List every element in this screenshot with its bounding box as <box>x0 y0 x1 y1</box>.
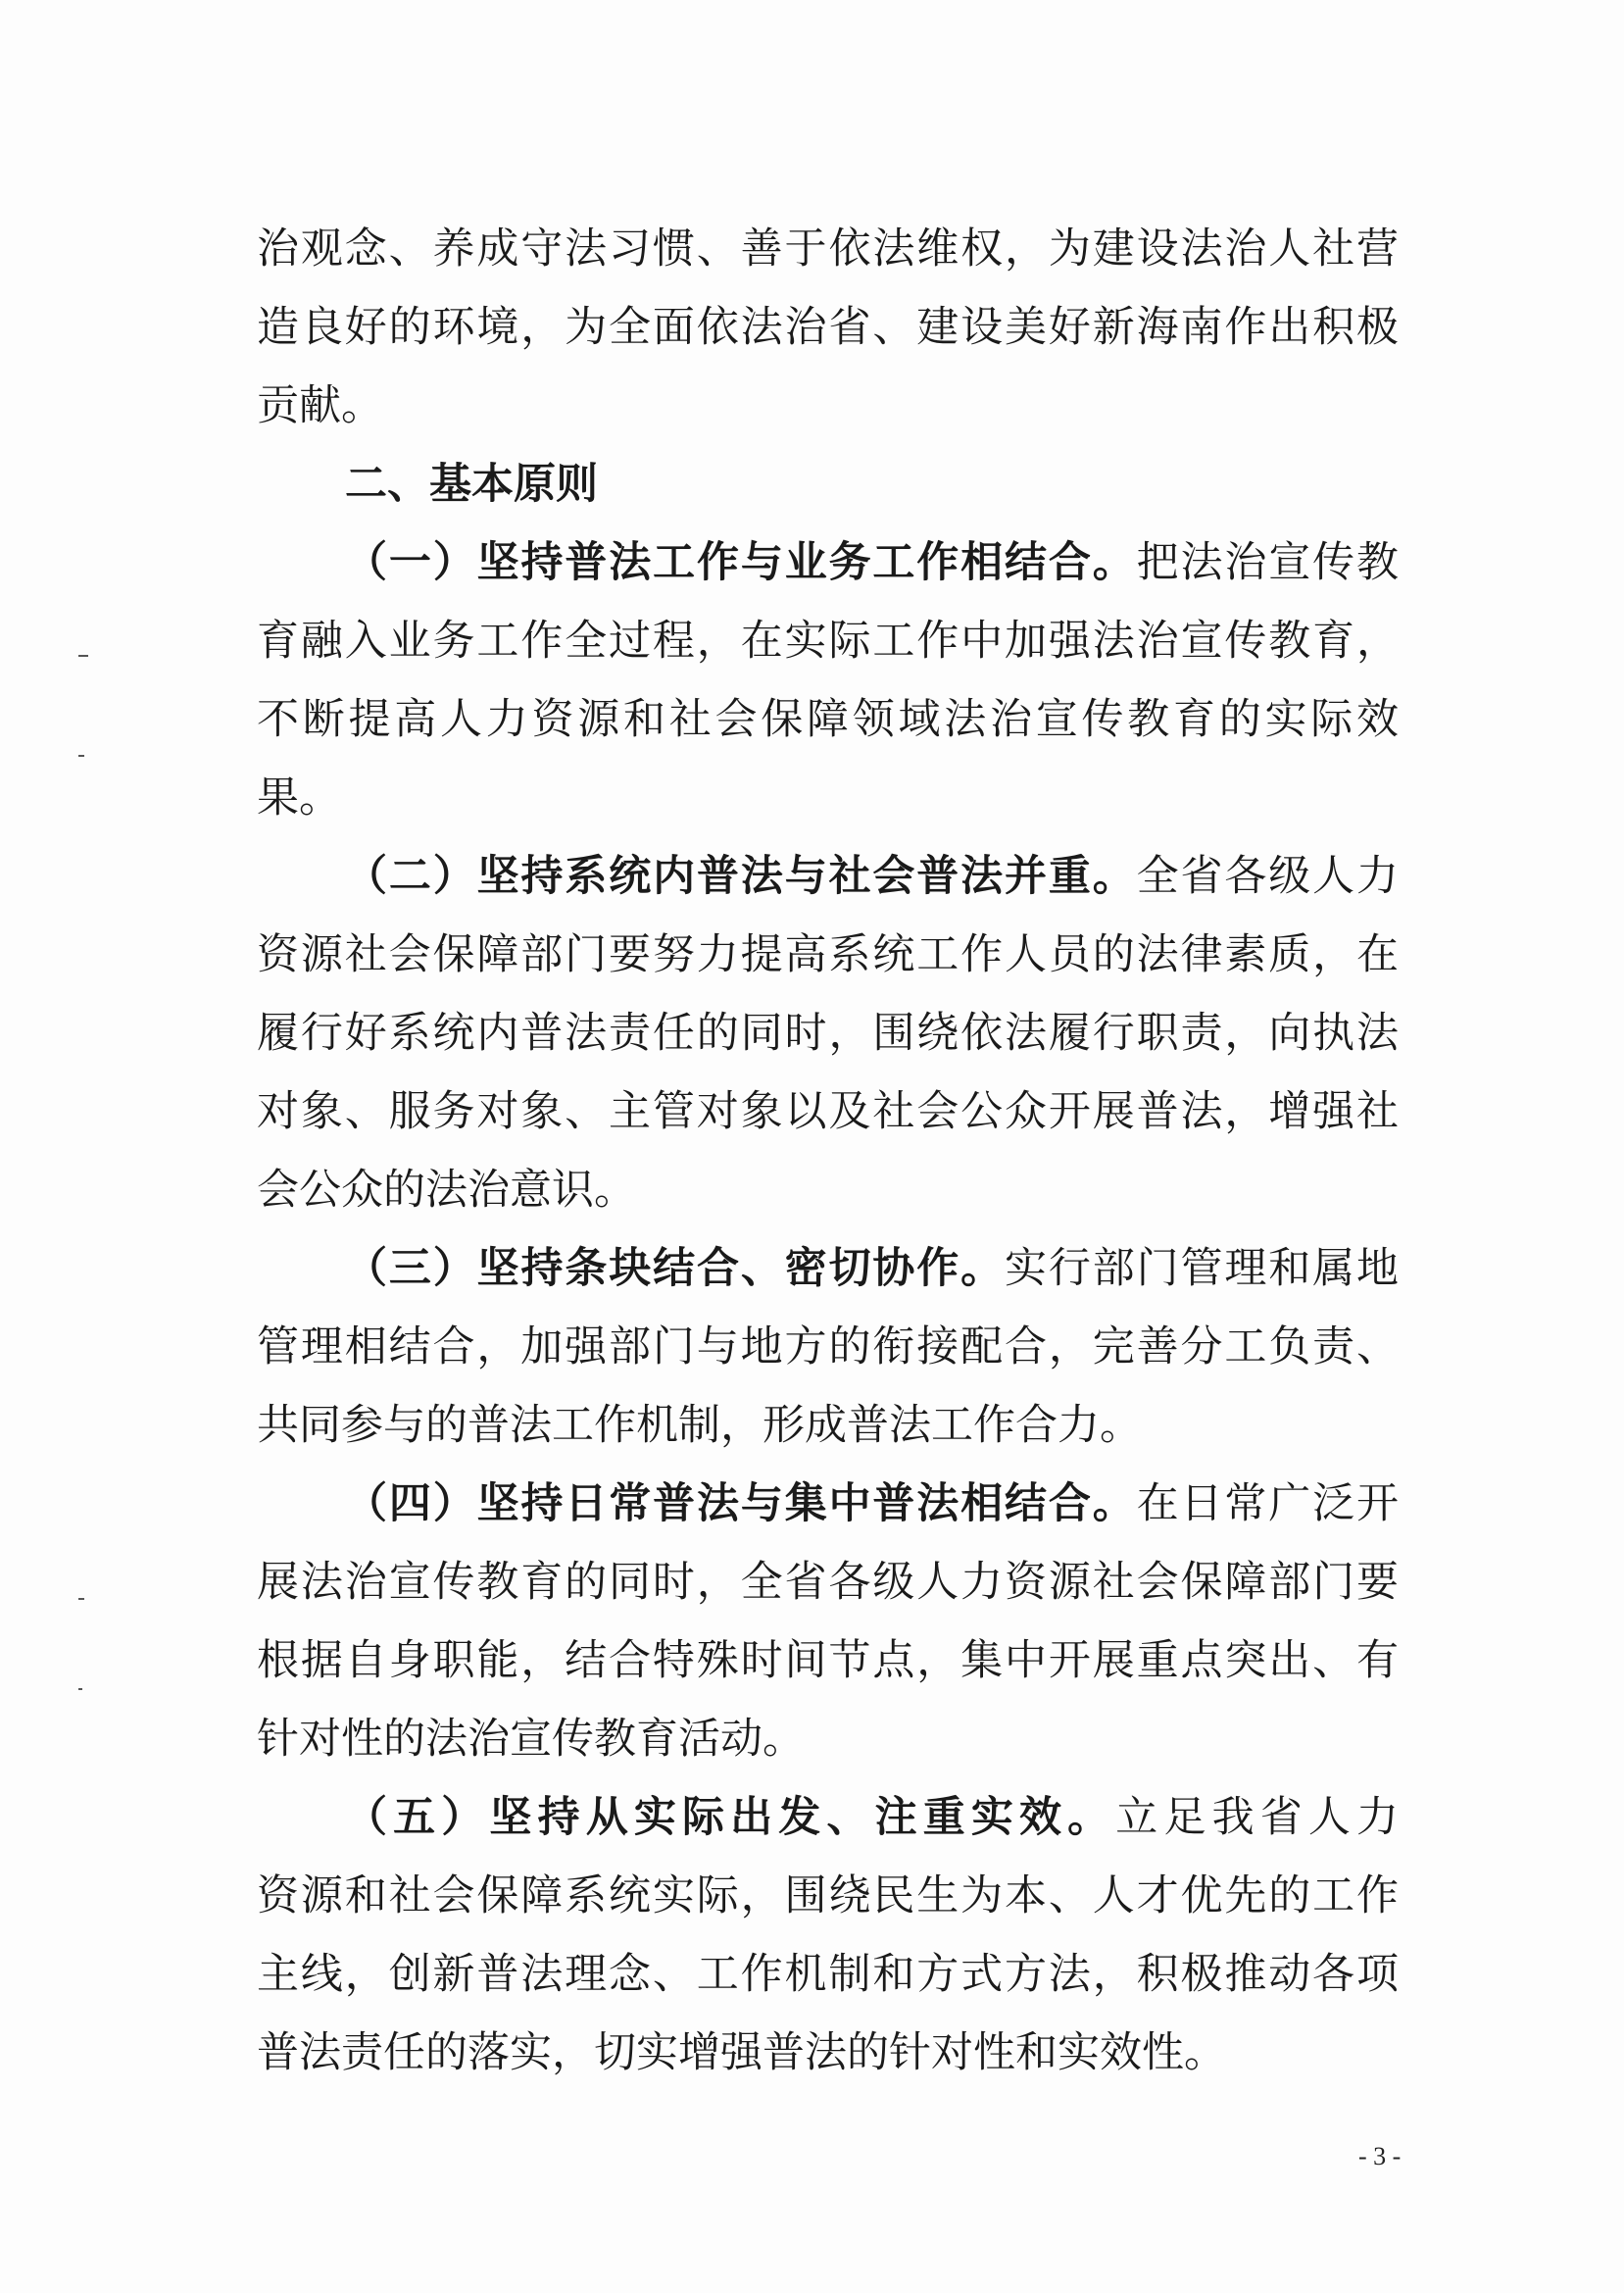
body-text: 立足我省人力 <box>1115 1793 1400 1842</box>
scan-mark <box>78 655 88 657</box>
principle-title: （三）坚持条块结合、密切协作。 <box>345 1244 1006 1293</box>
body-line: 贡献。 <box>257 381 383 430</box>
paragraph-first-line <box>345 535 1399 594</box>
scan-mark <box>78 1598 84 1600</box>
body-text: 把法治宣传教 <box>1136 538 1400 587</box>
scan-mark <box>78 1688 82 1690</box>
page-number: - 3 - <box>1358 2142 1402 2170</box>
body-line: 主线，创新普法理念、工作机制和方式方法，积极推动各项 <box>257 1950 1399 1999</box>
scan-mark <box>78 755 84 757</box>
paragraph-first-line <box>345 849 1399 908</box>
body-line: 展法治宣传教育的同时，全省各级人力资源社会保障部门要 <box>257 1558 1399 1607</box>
body-line: 会公众的法治意识。 <box>257 1166 636 1215</box>
body-line: 治观念、养成守法习惯、善于依法维权，为建设法治人社营 <box>257 224 1399 274</box>
body-line: 资源和社会保障系统实际，围绕民生为本、人才优先的工作 <box>257 1871 1399 1920</box>
body-line: 根据自身职能，结合特殊时间节点，集中开展重点突出、有 <box>257 1636 1399 1685</box>
principle-title: （四）坚持日常普法与集中普法相结合。 <box>345 1479 1137 1528</box>
body-line: 履行好系统内普法责任的同时，围绕依法履行职责，向执法 <box>257 1009 1399 1058</box>
body-line: 果。 <box>257 773 341 822</box>
paragraph-first-line <box>345 1241 1399 1300</box>
body-line: 造良好的环境，为全面依法治省、建设美好新海南作出积极 <box>257 303 1399 352</box>
paragraph-first-line <box>345 1790 1399 1849</box>
body-text: 实行部门管理和属地 <box>1005 1244 1400 1293</box>
body-line: 对象、服务对象、主管对象以及社会公众开展普法，增强社 <box>257 1087 1399 1136</box>
principle-title: （二）坚持系统内普法与社会普法并重。 <box>345 852 1137 901</box>
section-heading: 二、基本原则 <box>345 460 598 509</box>
principle-title: （五）坚持从实际出发、注重实效。 <box>345 1793 1116 1842</box>
body-line: 普法责任的落实，切实增强普法的针对性和实效性。 <box>257 2028 1226 2077</box>
body-line: 针对性的法治宣传教育活动。 <box>257 1715 805 1764</box>
body-line: 管理相结合，加强部门与地方的衔接配合，完善分工负责、 <box>257 1322 1399 1371</box>
body-line: 不断提高人力资源和社会保障领域法治宣传教育的实际效 <box>257 695 1399 744</box>
body-line: 育融入业务工作全过程，在实际工作中加强法治宣传教育， <box>257 617 1399 666</box>
principle-title: （一）坚持普法工作与业务工作相结合。 <box>345 538 1137 587</box>
body-line: 共同参与的普法工作机制，形成普法工作合力。 <box>257 1401 1142 1450</box>
body-line: 资源社会保障部门要努力提高系统工作人员的法律素质，在 <box>257 930 1399 979</box>
body-text: 在日常广泛开 <box>1136 1479 1400 1528</box>
body-text: 全省各级人力 <box>1136 852 1400 901</box>
paragraph-first-line <box>345 1476 1399 1535</box>
